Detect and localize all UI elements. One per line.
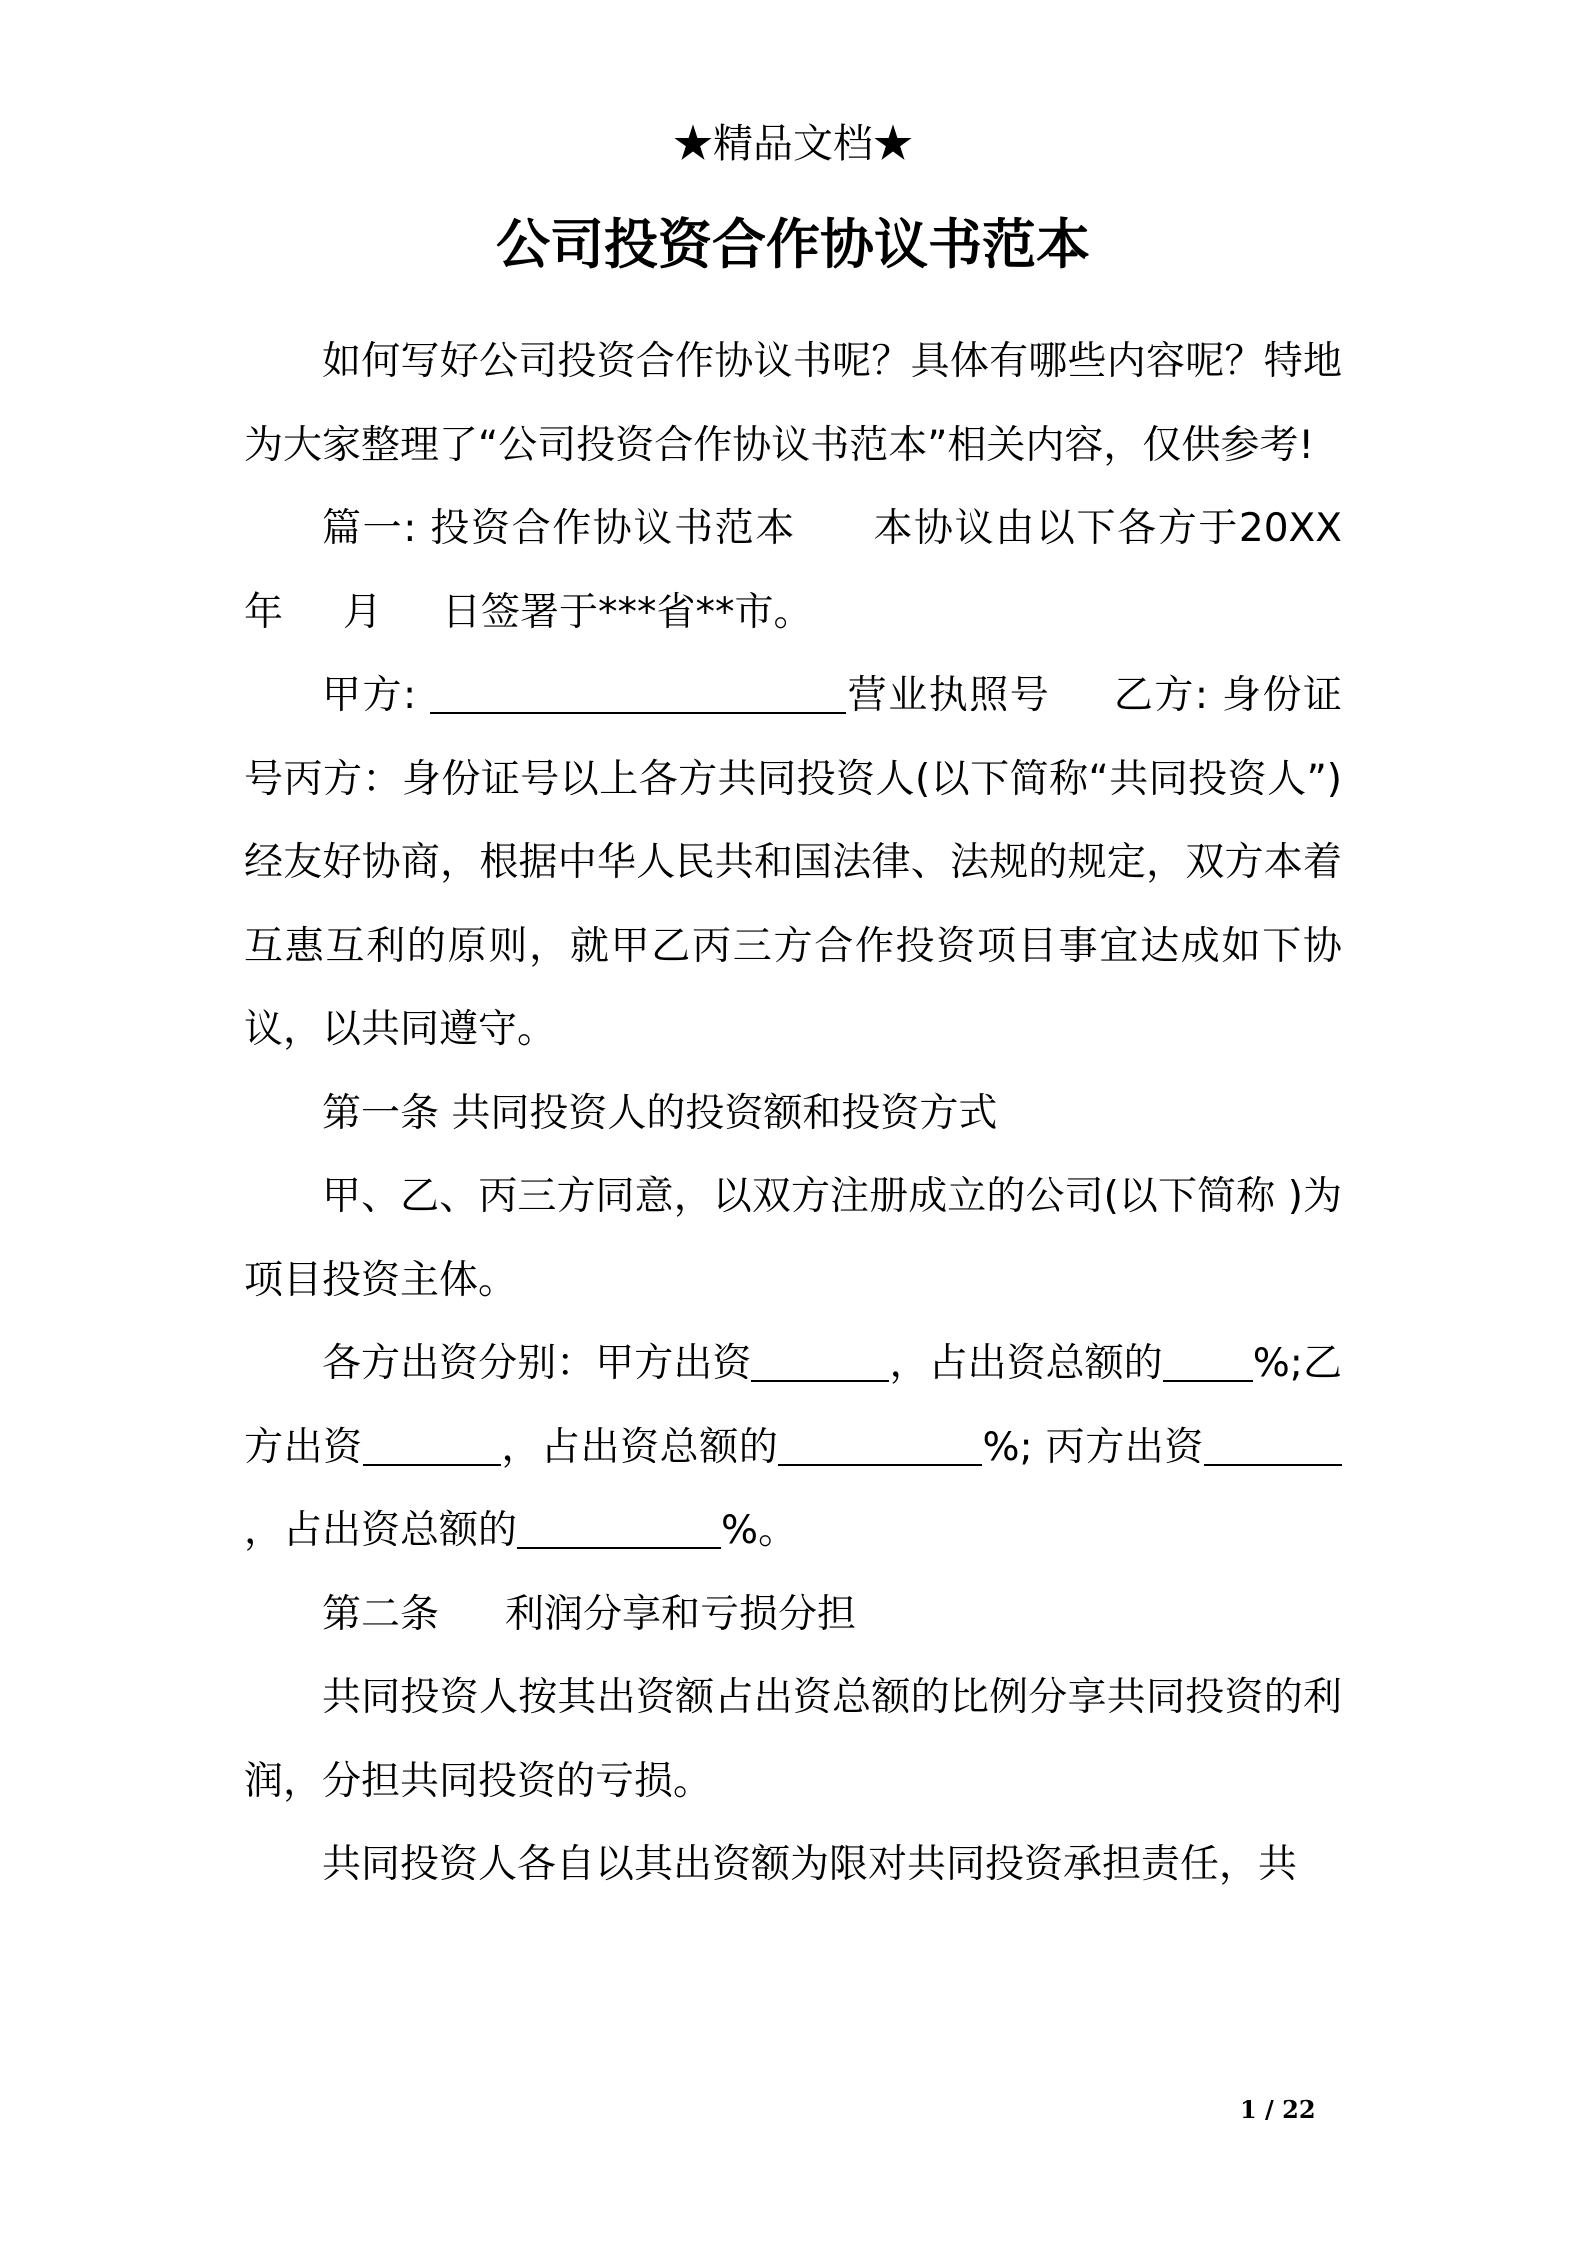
article-2-title: 利润分享和亏损分担 bbox=[505, 1591, 857, 1637]
party-b-amount-blank bbox=[363, 1424, 501, 1466]
party-a-share-label: ，占出资总额的 bbox=[889, 1341, 1163, 1386]
intro-paragraph: 如何写好公司投资合作协议书呢？具体有哪些内容呢？特地为大家整理了“公司投资合作协议书范本”相关内容，仅供参考! bbox=[244, 339, 1342, 468]
page-number: 1 / 22 bbox=[1240, 2095, 1316, 2124]
party-a-amount-blank bbox=[751, 1340, 889, 1382]
article-2-body-2: 共同投资人各自以其出资额为限对共同投资承担责任，共 bbox=[322, 1842, 1298, 1887]
signing-place-text: 日签署于***省**市。 bbox=[442, 589, 813, 635]
article-1-body: 甲、乙、丙三方同意，以双方注册成立的公司(以下简称 )为项目投资主体。 bbox=[244, 1174, 1342, 1303]
party-a-blank bbox=[430, 672, 846, 714]
parties-text: 乙方: 身份证号丙方：身份证号以上各方共同投资人(以下简称“共同投资人”)经友好协商，根据中华人民共和国法律、法规的规定，双方本着互惠互利的原则，就甲乙丙三方合作投资项目事宜达成如下协议，以共同遵守。 bbox=[244, 673, 1343, 1052]
contributions-paragraph bbox=[244, 1322, 1342, 1573]
party-c-percent-sign: %。 bbox=[721, 1508, 798, 1553]
party-c-amount-blank bbox=[1204, 1424, 1342, 1466]
signing-month-text: 月 bbox=[343, 589, 383, 635]
party-c-share-label: ，占出资总额的 bbox=[244, 1508, 518, 1553]
party-a-percent-sign: %; bbox=[1252, 1341, 1303, 1386]
party-a-label: 甲方: bbox=[322, 673, 417, 718]
signing-date-text: 本协议由以下各方于20XX年 bbox=[244, 506, 1342, 635]
article-2-body-1: 共同投资人按其出资额占出资总额的比例分享共同投资的利润，分担共同投资的亏损。 bbox=[244, 1675, 1342, 1804]
document-body bbox=[244, 320, 1342, 1907]
party-a-percent-blank bbox=[1163, 1340, 1253, 1382]
party-b-percent-sign: %; bbox=[982, 1424, 1033, 1470]
section-label: 篇一: 投资合作协议书范本 bbox=[322, 506, 796, 551]
contributions-lead: 各方出资分别：甲方出资 bbox=[322, 1341, 752, 1386]
business-license-label: 营业执照号 bbox=[846, 673, 1051, 718]
article-1-heading: 第一条 共同投资人的投资额和投资方式 bbox=[322, 1090, 998, 1136]
party-b-percent-blank bbox=[778, 1424, 982, 1466]
party-c-label: 丙方出资 bbox=[1045, 1424, 1204, 1470]
party-b-label: 乙方出资 bbox=[244, 1341, 1342, 1470]
party-b-share-label: ，占出资总额的 bbox=[500, 1424, 779, 1470]
document-title: 公司投资合作协议书范本 bbox=[496, 213, 1090, 276]
parties-paragraph bbox=[244, 654, 1342, 1072]
party-c-percent-blank bbox=[517, 1507, 721, 1549]
article-2-heading bbox=[244, 1573, 1342, 1657]
header-mark: ★精品文档★ bbox=[673, 121, 913, 167]
preamble-paragraph bbox=[244, 487, 1342, 654]
article-2-number: 第二条 bbox=[322, 1591, 440, 1637]
